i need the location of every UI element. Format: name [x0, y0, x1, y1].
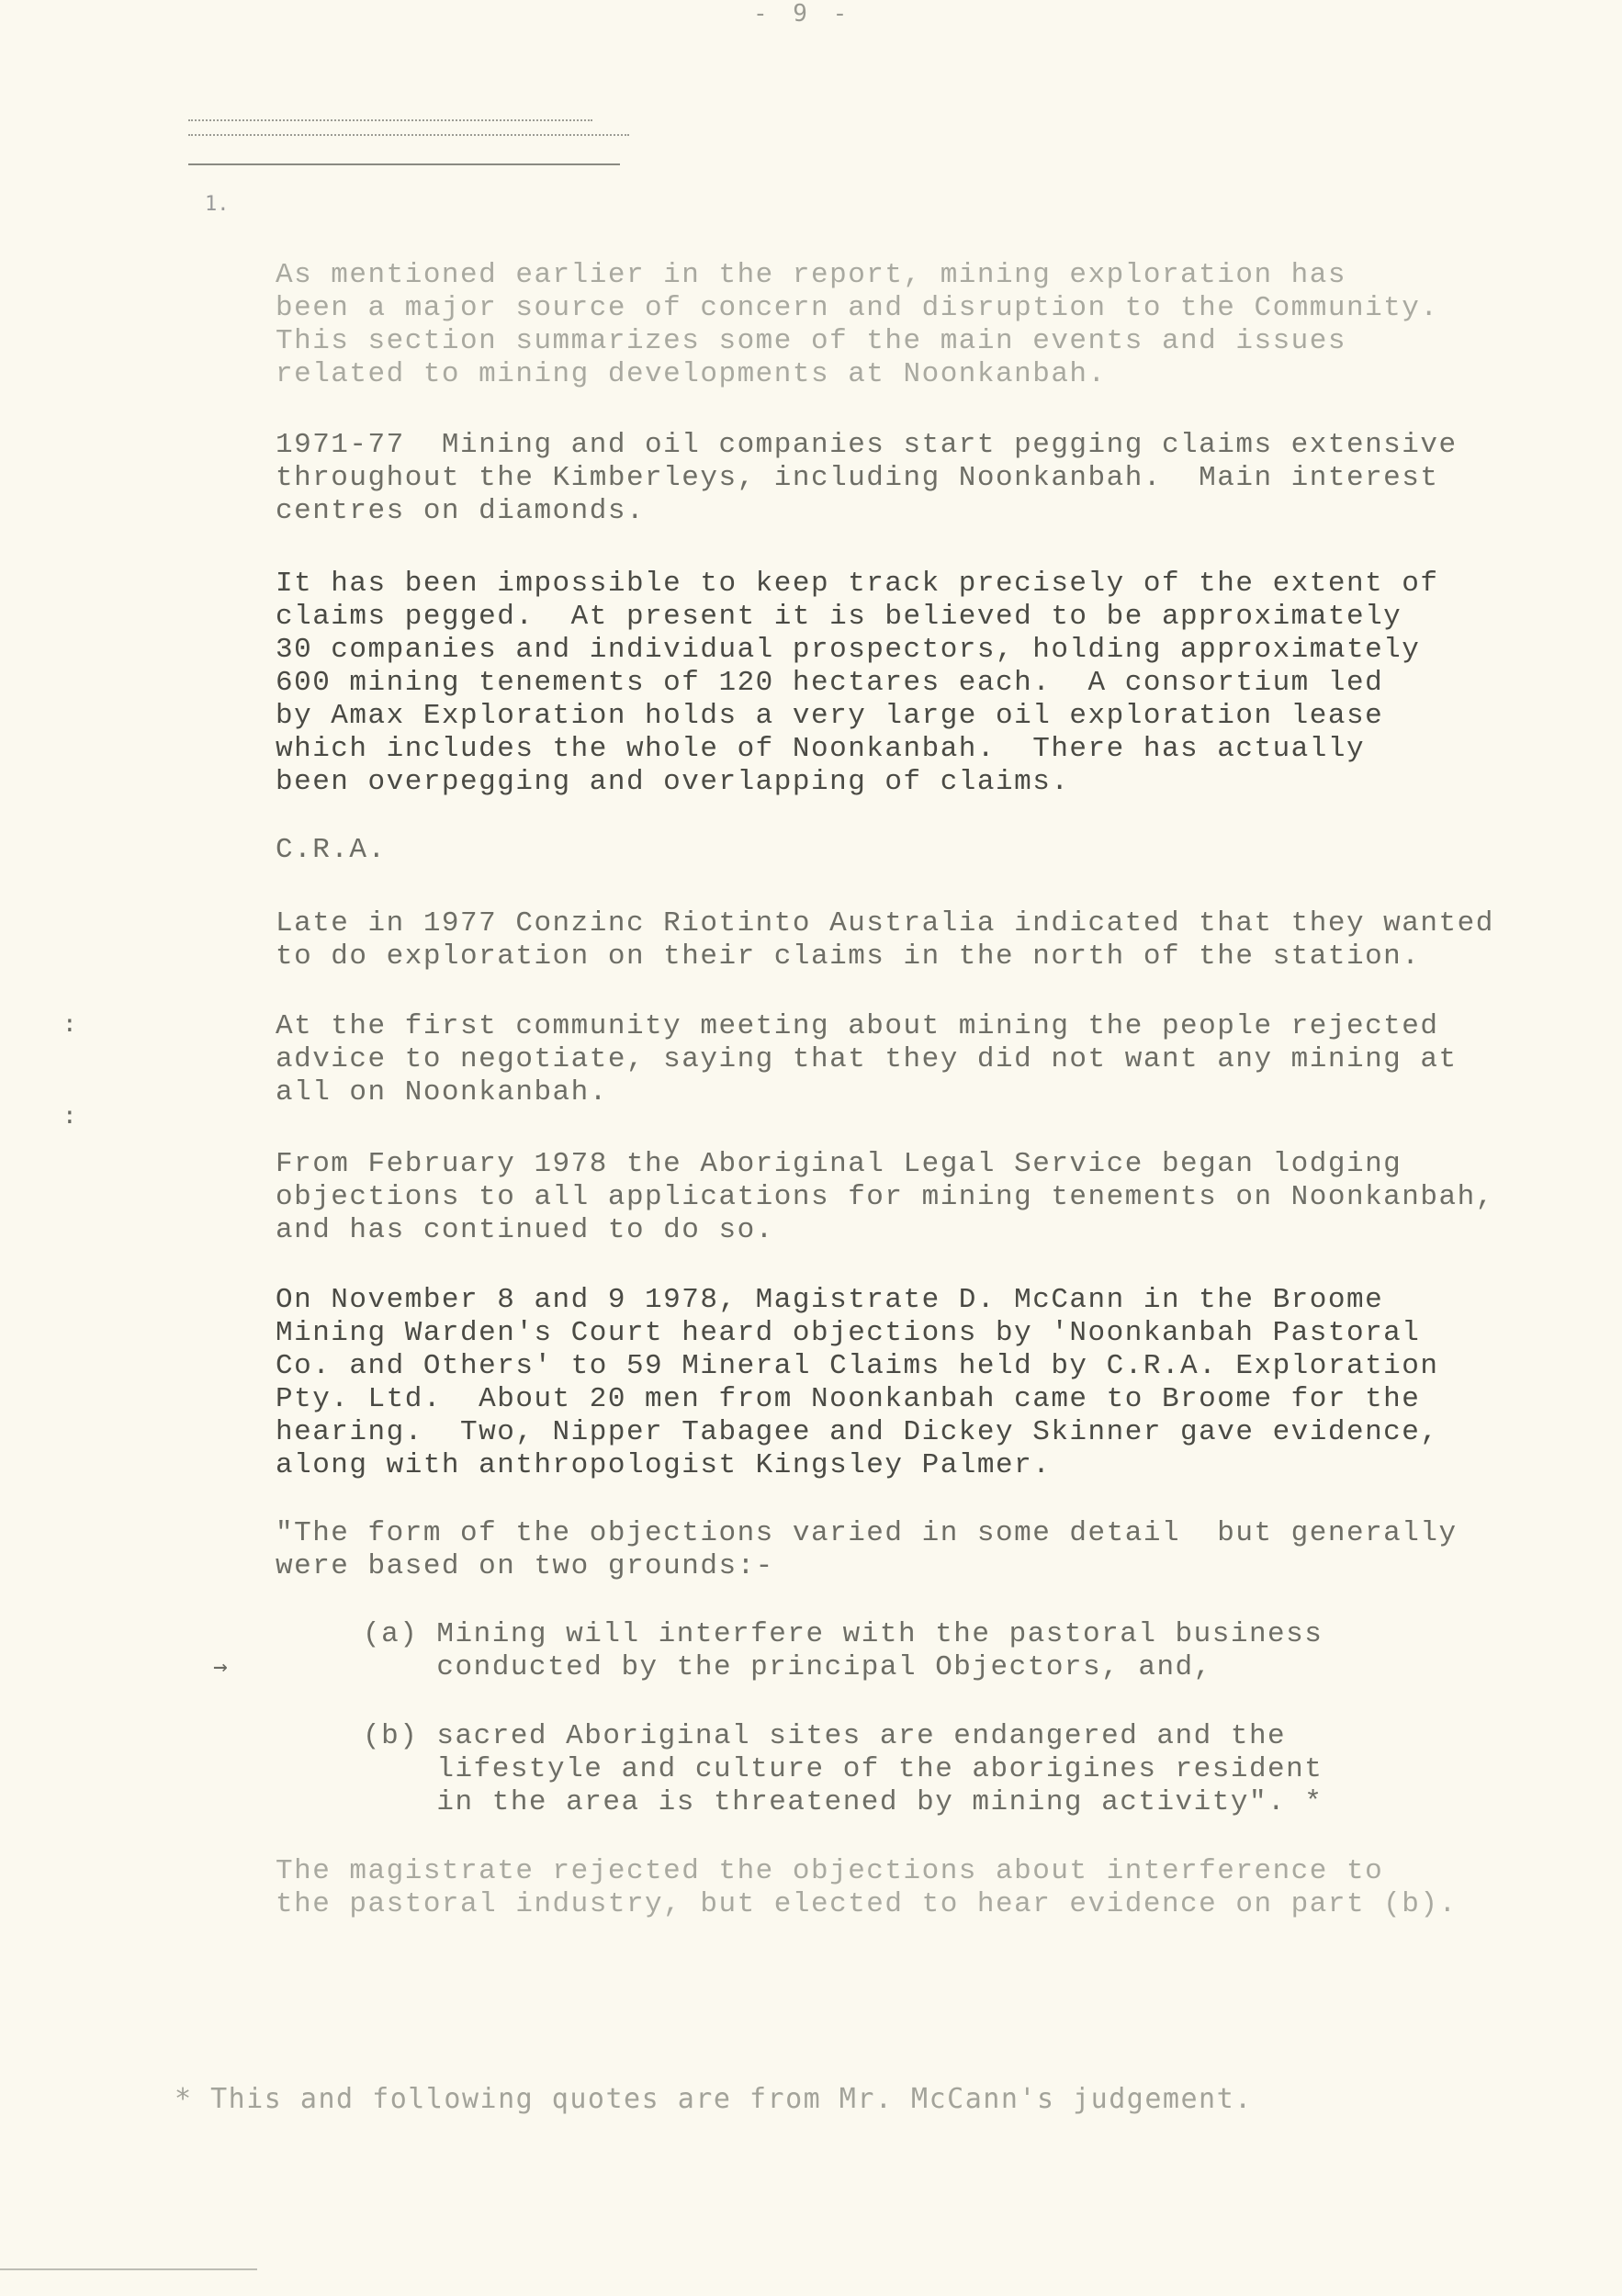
paragraph-meeting: At the first community meeting about mining the people rejected advice to negotiate, saying that they did not want any mining at all on Noonkanbah.: [276, 1010, 1458, 1109]
footnote: * This and following quotes are from Mr. McCann's judgement.: [175, 2083, 1253, 2115]
paragraph-nov-1978: On November 8 and 9 1978, Magistrate D. McCann in the Broome Mining Warden's Court heard objections by 'Noonkanbah Pastoral Co. and Others' to 59 Mineral Claims held by C.R.A. Exploration Pty. Ltd. About 20 men from Noonkanbah came to Broome for the hearing. Two, Nipper Tabagee and Dickey Skinner gave evidence, along with anthropologist Kingsley Palmer.: [276, 1284, 1439, 1481]
margin-mark: :: [62, 1010, 77, 1038]
page-number: - 9 -: [753, 0, 853, 28]
section-number: 1.: [205, 193, 230, 216]
dotted-rule: [188, 134, 629, 136]
solid-rule: [188, 163, 620, 165]
paragraph-claims: It has been impossible to keep track precisely of the extent of claims pegged. At present it is believed to be approximately 30 companies and individual prospectors, holding approximately 600 mining tenements of 120 hectares each. A consortium led by Amax Exploration holds a very large oil exploration lease which includes the whole of Noonkanbah. There has actually been overpegging and overlapping of claims.: [276, 568, 1439, 798]
objection-a: (a) Mining will interfere with the pastoral business conducted by the principal Objectors, and,: [363, 1618, 1324, 1683]
paragraph-feb-1978: From February 1978 the Aboriginal Legal Service began lodging objections to all applications for mining tenements on Noonkanbah, and has continued to do so.: [276, 1148, 1494, 1246]
paragraph-rejected: The magistrate rejected the objections about interference to the pastoral industry, but elected to hear evidence on part (b).: [276, 1855, 1458, 1920]
header-lines: [188, 119, 629, 216]
intro-paragraph: As mentioned earlier in the report, mining exploration has been a major source of concern and disruption to the Community. This section summarizes some of the main events and issues related to mining developments at Noonkanbah.: [276, 259, 1439, 390]
paragraph-1971-77: 1971-77 Mining and oil companies start pegging claims extensive throughout the Kimberleys, including Noonkanbah. Main interest centres on diamonds.: [276, 429, 1458, 527]
quote-intro: "The form of the objections varied in some detail but generally were based on two grounds:-: [276, 1517, 1458, 1582]
margin-mark: :: [62, 1102, 77, 1130]
objection-b: (b) sacred Aboriginal sites are endangered and the lifestyle and culture of the aborigines resident in the area is threatened by mining activity". *: [363, 1720, 1324, 1818]
dotted-rule: [188, 119, 592, 121]
margin-arrow-mark: →: [213, 1653, 228, 1681]
cra-heading: C.R.A.: [276, 834, 387, 866]
paragraph-late-1977: Late in 1977 Conzinc Riotinto Australia indicated that they wanted to do exploration on their claims in the north of the station.: [276, 907, 1494, 973]
bottom-rule: [0, 2268, 257, 2270]
